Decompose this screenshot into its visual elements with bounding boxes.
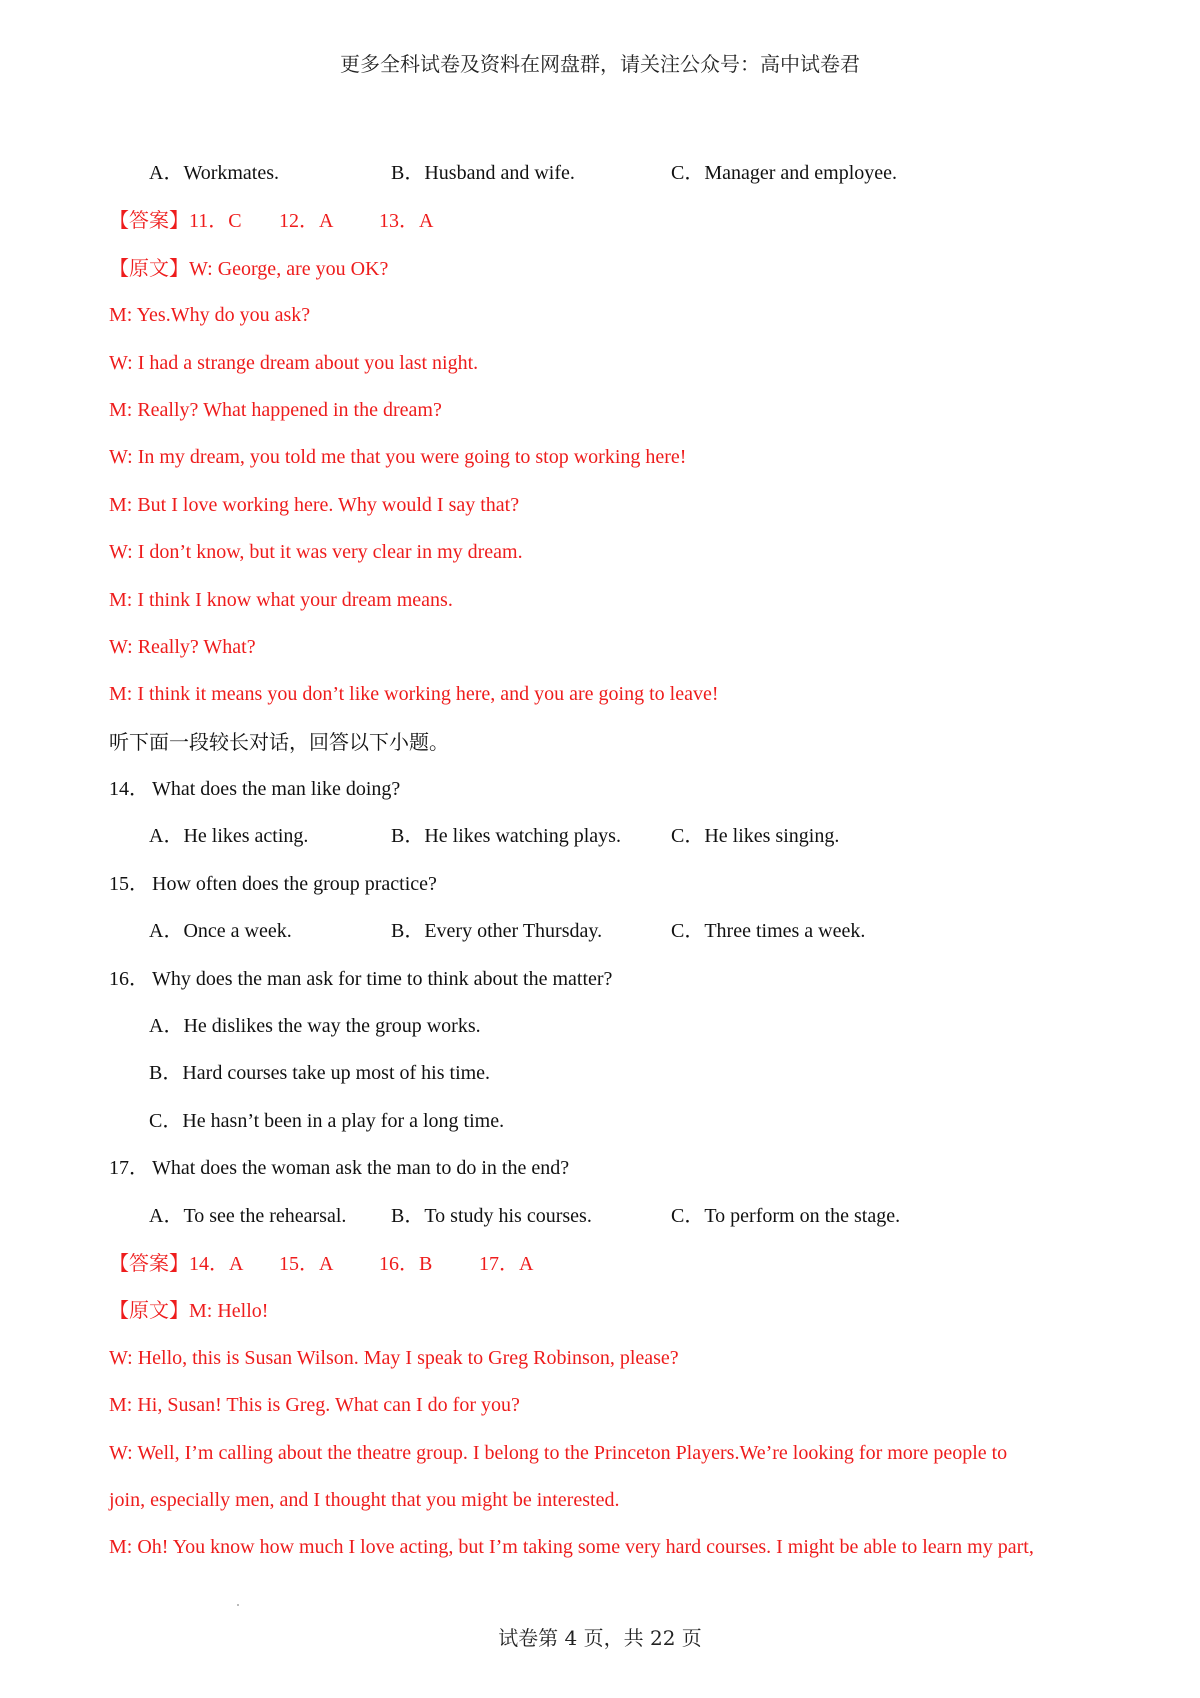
question-text: What does the man like doing? xyxy=(152,778,401,801)
transcript-line: M: Oh! You know how much I love acting, but I’m taking some very hard courses. I might be able to learn my part, xyxy=(109,1536,1034,1559)
transcript-line: M: Hello! xyxy=(189,1300,269,1323)
q16-option-b: B．Hard courses take up most of his time. xyxy=(149,1062,491,1085)
q16-option-c: C．He hasn’t been in a play for a long time. xyxy=(149,1109,505,1132)
answer-item: 12．A xyxy=(279,210,334,233)
question-14 xyxy=(109,766,1109,813)
question-number: 17． xyxy=(109,1157,149,1180)
question-number: 14． xyxy=(109,778,149,801)
q15-options xyxy=(109,908,1109,955)
page-footer: 试卷第 4 页，共 22 页 xyxy=(498,1626,702,1650)
answer-item: 16．B xyxy=(379,1252,433,1275)
transcript-label: 【原文】 xyxy=(109,255,189,280)
answer-label: 【答案】 xyxy=(109,208,189,233)
q16-option-a: A．He dislikes the way the group works. xyxy=(149,1015,481,1038)
transcript-line: M: I think I know what your dream means. xyxy=(109,588,453,611)
answer-key-2 xyxy=(109,1240,1109,1287)
transcript-line: M: I think it means you don’t like working here, and you are going to leave! xyxy=(109,683,719,706)
q13-option-b: B．Husband and wife. xyxy=(391,162,575,184)
question-number: 16． xyxy=(109,967,149,990)
q14-options xyxy=(109,813,1109,860)
transcript-line: W: George, are you OK? xyxy=(189,257,389,280)
q13-option-c: C．Manager and employee. xyxy=(671,162,898,184)
answer-item: 13．A xyxy=(379,210,434,233)
q14-option-a: A．He likes acting. xyxy=(149,825,309,848)
q15-option-b: B．Every other Thursday. xyxy=(391,920,603,943)
document-body xyxy=(109,150,1109,1572)
transcript-line: W: Well, I’m calling about the theatre group. I belong to the Princeton Players.We’re looking for more people to xyxy=(109,1441,1008,1464)
transcript-line: M: But I love working here. Why would I say that? xyxy=(109,493,520,516)
section-instruction: 听下面一段较长对话，回答以下小题。 xyxy=(109,729,449,754)
transcript-line: W: I had a strange dream about you last night. xyxy=(109,351,479,374)
transcript-1-first-line xyxy=(109,245,1109,292)
answer-item: 14．A xyxy=(189,1252,244,1275)
q17-option-a: A．To see the rehearsal. xyxy=(149,1204,347,1227)
q15-option-c: C．Three times a week. xyxy=(671,920,866,943)
q13-options xyxy=(109,150,1109,197)
question-17 xyxy=(109,1145,1109,1192)
q17-options xyxy=(109,1193,1109,1240)
answer-label: 【答案】 xyxy=(109,1250,189,1275)
answer-item: 15．A xyxy=(279,1252,334,1275)
answer-item: 11．C xyxy=(189,210,242,233)
page-header: 更多全科试卷及资料在网盘群，请关注公众号：高中试卷君 xyxy=(340,52,860,76)
transcript-line: M: Hi, Susan! This is Greg. What can I do for you? xyxy=(109,1394,520,1417)
question-number: 15． xyxy=(109,872,149,895)
q13-option-a: A．Workmates. xyxy=(149,162,280,184)
transcript-line: M: Yes.Why do you ask? xyxy=(109,304,311,327)
q17-option-c: C．To perform on the stage. xyxy=(671,1204,901,1227)
transcript-line: join, especially men, and I thought that you might be interested. xyxy=(109,1488,620,1511)
q14-option-c: C．He likes singing. xyxy=(671,825,840,848)
transcript-line: W: Hello, this is Susan Wilson. May I speak to Greg Robinson, please? xyxy=(109,1346,679,1369)
answer-key-1 xyxy=(109,197,1109,244)
scan-speck xyxy=(237,1604,239,1606)
q15-option-a: A．Once a week. xyxy=(149,920,292,943)
transcript-2-first-line xyxy=(109,1287,1109,1334)
transcript-line: W: In my dream, you told me that you were going to stop working here! xyxy=(109,446,687,469)
q14-option-b: B．He likes watching plays. xyxy=(391,825,621,848)
question-16 xyxy=(109,956,1109,1003)
question-15 xyxy=(109,861,1109,908)
question-text: How often does the group practice? xyxy=(152,872,437,895)
transcript-label: 【原文】 xyxy=(109,1298,189,1323)
transcript-line: W: Really? What? xyxy=(109,635,256,658)
transcript-line: M: Really? What happened in the dream? xyxy=(109,398,442,421)
transcript-line: W: I don’t know, but it was very clear in my dream. xyxy=(109,541,523,564)
question-text: What does the woman ask the man to do in the end? xyxy=(152,1157,570,1180)
question-text: Why does the man ask for time to think about the matter? xyxy=(152,967,613,990)
answer-item: 17．A xyxy=(479,1252,534,1275)
q17-option-b: B．To study his courses. xyxy=(391,1204,592,1227)
